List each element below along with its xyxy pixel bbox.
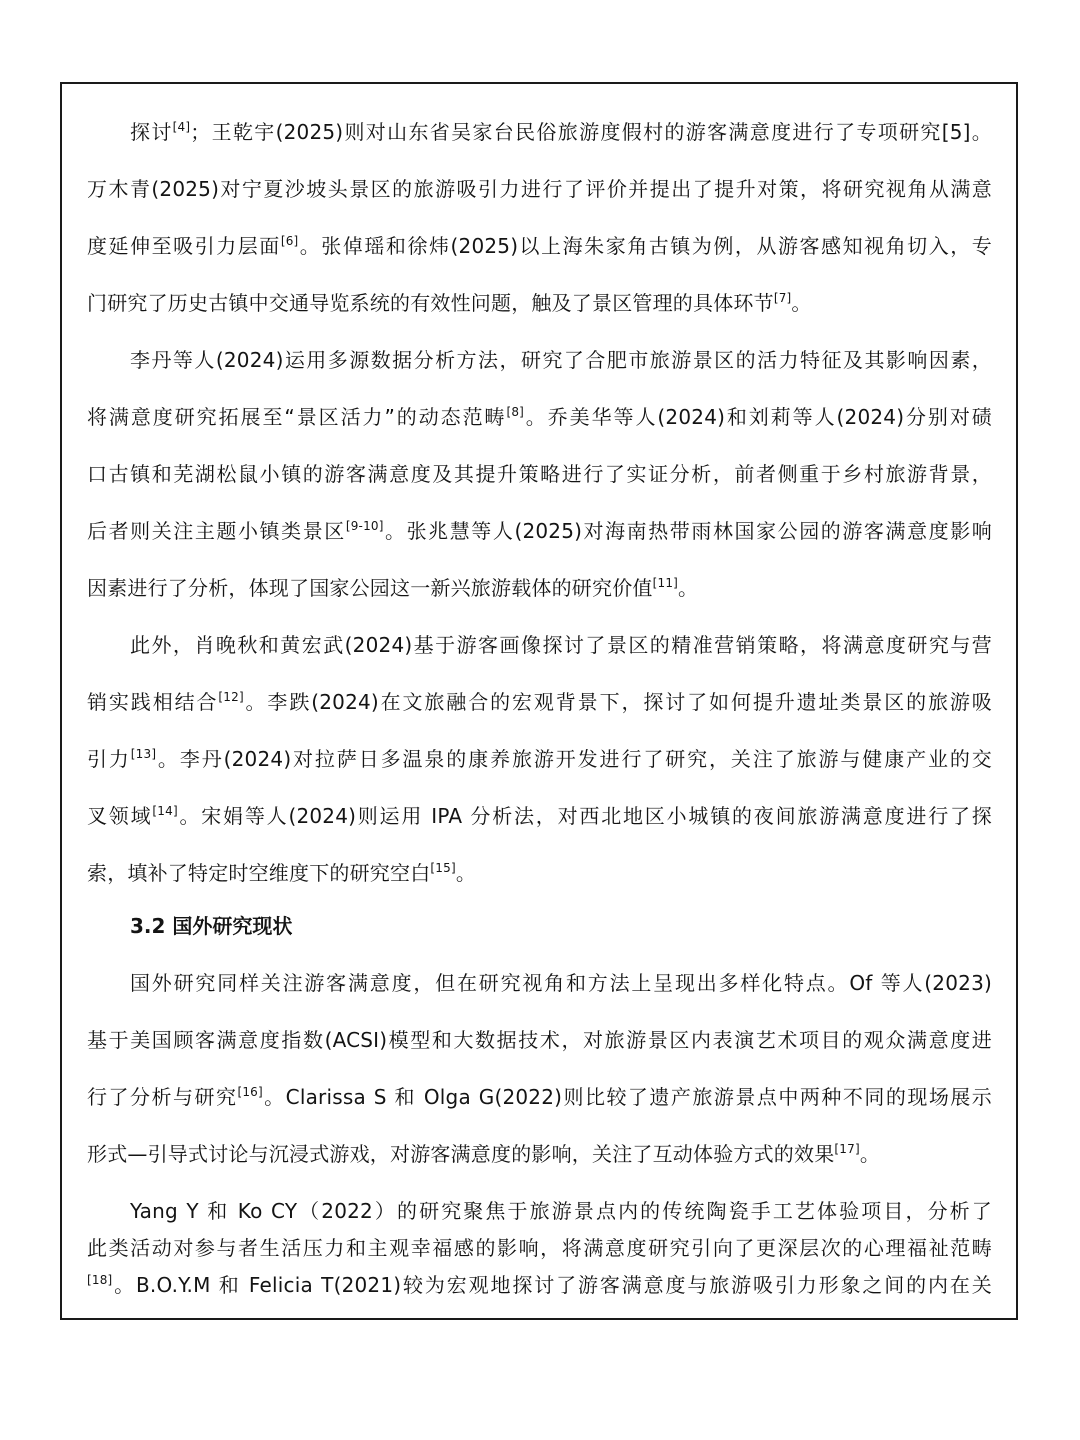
text-line: 度延伸至吸引力层面[6]。张倬瑶和徐炜(2025)以上海朱家角古镇为例，从游客感知视角切入，专 bbox=[87, 234, 992, 258]
text-line: 基于美国顾客满意度指数(ACSI)模型和大数据技术，对旅游景区内表演艺术项目的观众满意度进 bbox=[87, 1028, 992, 1052]
text-line: [18]。B.O.Y.M 和 Felicia T(2021)较为宏观地探讨了游客满意度与旅游吸引力形象之间的内在关 bbox=[87, 1273, 992, 1297]
text-line: 叉领域[14]。宋娟等人(2024)则运用 IPA 分析法，对西北地区小城镇的夜间旅游满意度进行了探 bbox=[87, 804, 992, 828]
text-line: 索，填补了特定时空维度下的研究空白[15]。 bbox=[87, 861, 477, 885]
text-line: 此类活动对参与者生活压力和主观幸福感的影响，将满意度研究引向了更深层次的心理福祉范畴 bbox=[87, 1236, 992, 1260]
text-line: 李丹等人(2024)运用多源数据分析方法，研究了合肥市旅游景区的活力特征及其影响因素， bbox=[130, 348, 992, 372]
text-line: 国外研究同样关注游客满意度，但在研究视角和方法上呈现出多样化特点。Of 等人(2023) bbox=[130, 971, 992, 995]
text-line: 万木青(2025)对宁夏沙坡头景区的旅游吸引力进行了评价并提出了提升对策，将研究视角从满意 bbox=[87, 177, 992, 201]
text-line: 门研究了历史古镇中交通导览系统的有效性问题，触及了景区管理的具体环节[7]。 bbox=[87, 291, 812, 315]
text-line: 后者则关注主题小镇类景区[9-10]。张兆慧等人(2025)对海南热带雨林国家公园的游客满意度影响 bbox=[87, 519, 992, 543]
text-line: 将满意度研究拓展至“景区活力”的动态范畴[8]。乔美华等人(2024)和刘莉等人(2024)分别对碛 bbox=[87, 405, 992, 429]
text-line: 探讨[4]；王乾宇(2025)则对山东省吴家台民俗旅游度假村的游客满意度进行了专项研究[5]。 bbox=[130, 120, 993, 144]
text-line: 引力[13]。李丹(2024)对拉萨日多温泉的康养旅游开发进行了研究，关注了旅游与健康产业的交 bbox=[87, 747, 992, 771]
text-line: 因素进行了分析，体现了国家公园这一新兴旅游载体的研究价值[11]。 bbox=[87, 576, 699, 600]
text-line: 此外，肖晚秋和黄宏武(2024)基于游客画像探讨了景区的精准营销策略，将满意度研究与营 bbox=[130, 633, 992, 657]
text-line: 口古镇和芜湖松鼠小镇的游客满意度及其提升策略进行了实证分析，前者侧重于乡村旅游背景， bbox=[87, 462, 992, 486]
text-line: 形式—引导式讨论与沉浸式游戏，对游客满意度的影响，关注了互动体验方式的效果[17]。 bbox=[87, 1142, 881, 1166]
text-line: 行了分析与研究[16]。Clarissa S 和 Olga G(2022)则比较了遗产旅游景点中两种不同的现场展示 bbox=[87, 1085, 992, 1109]
text-line: Yang Y 和 Ko CY（2022）的研究聚焦于旅游景点内的传统陶瓷手工艺体验项目，分析了 bbox=[130, 1199, 992, 1223]
text-line: 销实践相结合[12]。李跌(2024)在文旅融合的宏观背景下，探讨了如何提升遗址类景区的旅游吸 bbox=[87, 690, 993, 714]
section-heading: 3.2 国外研究现状 bbox=[130, 914, 293, 938]
